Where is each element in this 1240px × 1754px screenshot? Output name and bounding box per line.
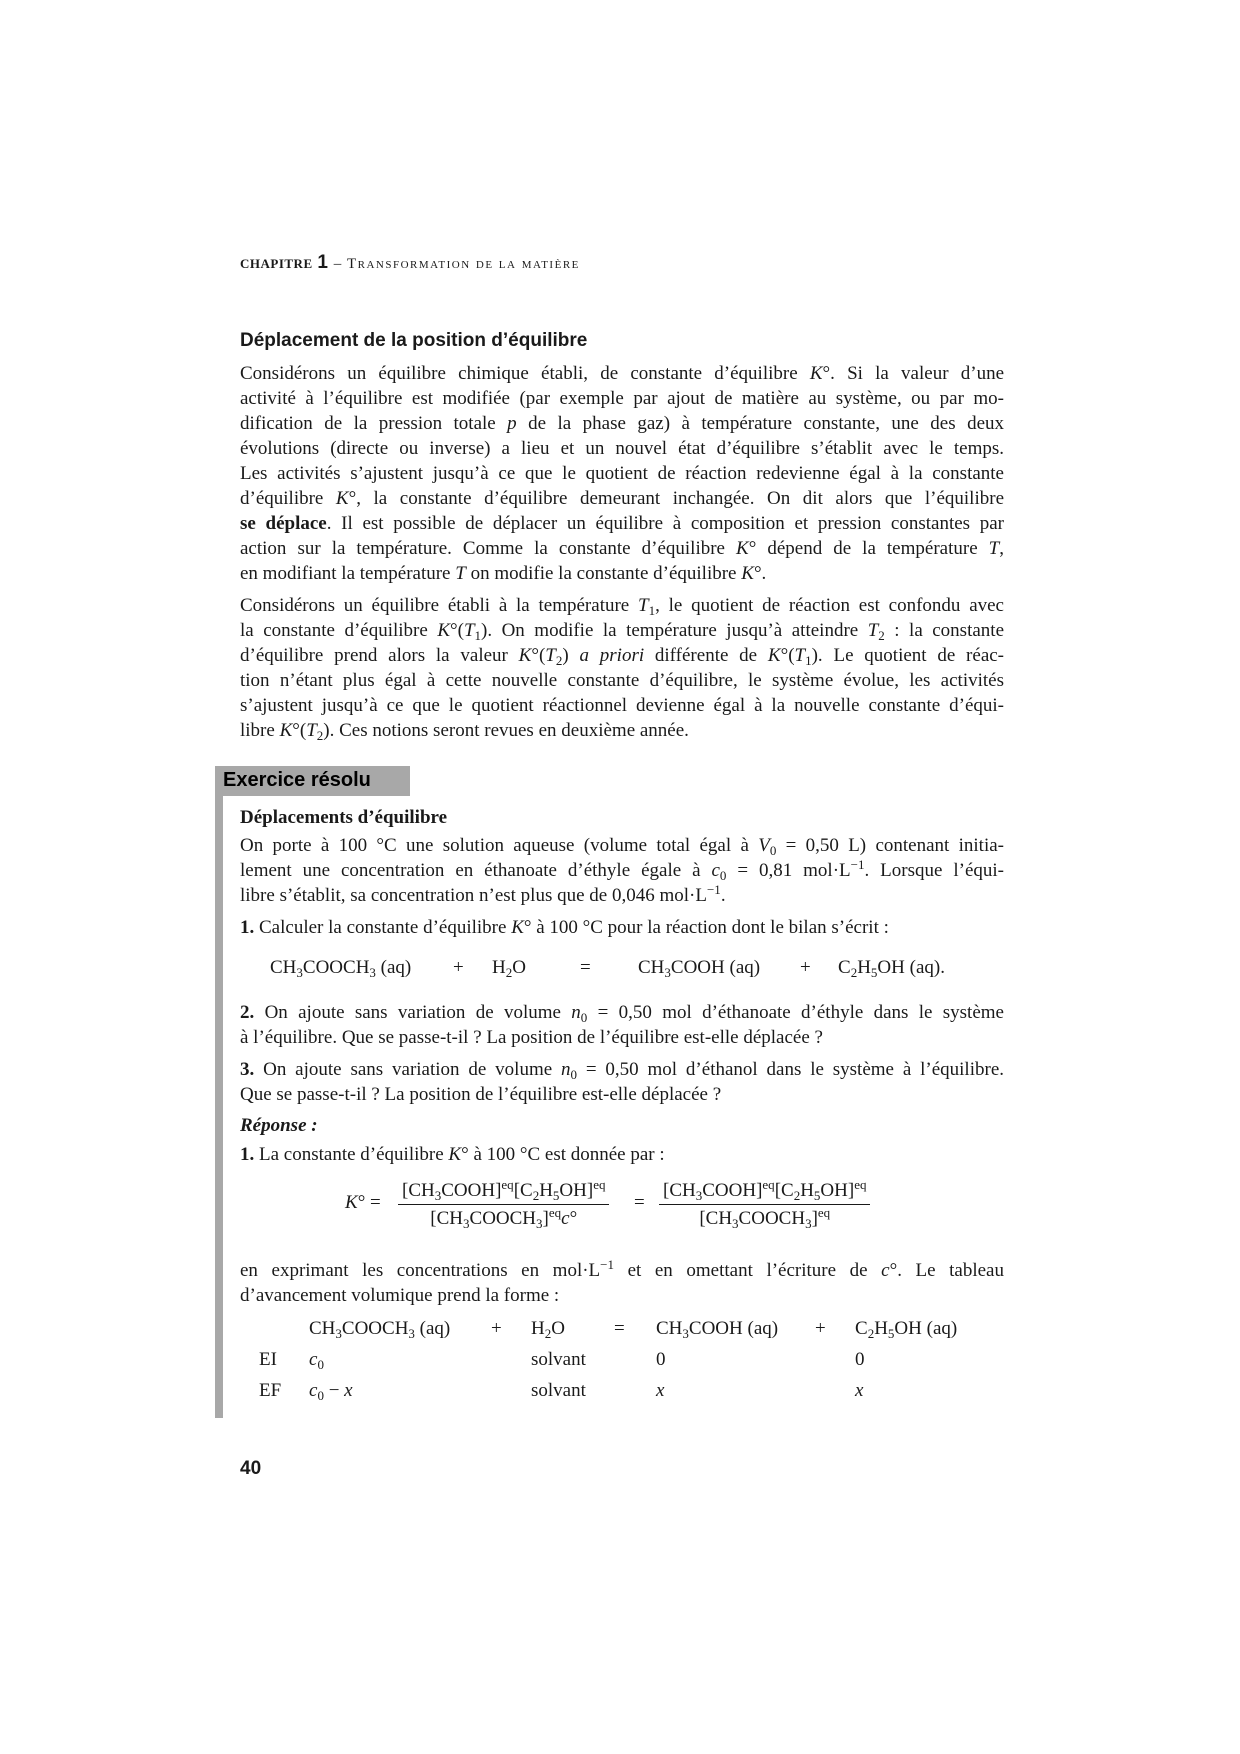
table-header-equals: =: [614, 1318, 625, 1339]
exercise-side-bar: [215, 796, 223, 1418]
question-1: 1. Calculer la constante d’équilibre K° à 100 °C pour la réaction dont le bilan s’écrit :: [240, 917, 889, 938]
para2-line: s’ajustent jusqu’à ce que le quotient réactionnel devienne égal à la nouvelle constante d’équi-: [240, 695, 1004, 716]
a1-line: d’avancement volumique prend la forme :: [240, 1285, 560, 1306]
para2-line: tion n’étant plus égal à cette nouvelle constante d’équilibre, le système évolue, les activités: [240, 670, 1004, 691]
formula-fraction-2: [659, 1177, 870, 1231]
table-header-plus-1: +: [491, 1318, 502, 1339]
table-cell-ef-1: $c_0 - x$: [309, 1380, 353, 1403]
para1-line: évolutions (directe ou inverse) a lieu et un nouvel état d’équilibre s’établit avec le temps.: [240, 438, 1004, 459]
table-header-species-3: $CH_3COOH$ (aq): [656, 1318, 779, 1341]
equation-plus-1: +: [453, 957, 464, 978]
q2-line: 2. On ajoute sans variation de volume $n_0 = 0,50$ mol d’éthanoate d’éthyle dans le système: [240, 1002, 1004, 1025]
table-cell-ei-4: 0: [855, 1349, 865, 1370]
table-cell-ef-3: x: [656, 1380, 665, 1401]
intro-line: lement une concentration en éthanoate d’éthyle égale à $c_0 = 0,81$ $mol\cdot L^{-1}$. Lorsque l’équi-: [240, 857, 1004, 883]
para2-line: d’équilibre prend alors la valeur $K^\circ(T_2)$ a priori différente de $K^\circ(T_1)$. Le quotient de réac-: [240, 645, 1005, 668]
chapter-title: Transformation de la matière: [346, 256, 580, 272]
equation-reactant-2: $H_2O$: [492, 957, 526, 980]
para1-line: d’équilibre K°, la constante d’équilibre demeurant inchangée. On dit alors que l’équilibre: [240, 488, 1005, 509]
a1-line: en exprimant les concentrations en $mol\cdot L^{-1}$ et en omettant l’écriture de c°. Le tableau: [240, 1257, 1004, 1281]
table-header-species-2: $H_2O$: [531, 1318, 565, 1341]
para2-line: Considérons un équilibre établi à la température $T_1$, le quotient de réaction est confondu avec: [240, 595, 1004, 618]
chapter-number: 1: [317, 252, 329, 273]
table-cell-ef-2: solvant: [531, 1380, 586, 1401]
answer-1-intro: 1. La constante d’équilibre K° à 100 °C est donnée par :: [240, 1144, 665, 1165]
para1-line: dification de la pression totale p de la phase gaz) à température constante, une des deux: [240, 413, 1004, 434]
para1-line: activité à l’équilibre est modifiée (par exemple par ajout de matière au système, ou par mo-: [240, 388, 1004, 409]
question-1-number: 1.: [240, 917, 255, 938]
running-header: [240, 252, 580, 274]
table-row-label-ei: EI: [259, 1349, 277, 1370]
paragraph-1: [240, 361, 1004, 586]
paragraph-2: [240, 593, 1004, 743]
page-number: 40: [240, 1458, 262, 1479]
intro-line: libre s’établit, sa concentration n’est plus que de 0,046 $mol\cdot L^{-1}$.: [240, 882, 726, 906]
para2-line: la constante d’équilibre $K^\circ(T_1)$. On modifie la température jusqu’à atteindre $T_2$ : la constante: [240, 620, 1005, 643]
table-cell-ei-3: 0: [656, 1349, 666, 1370]
table-header-species-1: $CH_3COOCH_3$ (aq): [309, 1318, 451, 1341]
intro-line: On porte à 100 °C une solution aqueuse (volume total égal à $V_0 = 0,50$ L) contenant initia-: [240, 835, 1004, 858]
table-row-label-ef: EF: [259, 1380, 282, 1401]
exercise-tab-label: Exercice résolu: [223, 769, 371, 791]
formula-fraction-1: [398, 1177, 609, 1231]
para1-line: en modifiant la température T on modifie la constante d’équilibre K°.: [240, 563, 767, 584]
exercise-intro: [240, 833, 1004, 908]
q3-line: 3. On ajoute sans variation de volume $n_0 = 0,50$ mol d’éthanol dans le système à l’équilibre.: [240, 1059, 1004, 1082]
table-header-plus-2: +: [815, 1318, 826, 1339]
equation-plus-2: +: [800, 957, 811, 978]
q2-line: à l’équilibre. Que se passe-t-il ? La position de l’équilibre est-elle déplacée ?: [240, 1027, 823, 1048]
fraction-1-denominator: $[CH_3COOCH_3]^{eq}c^\circ$: [430, 1205, 578, 1231]
para1-line: Considérons un équilibre chimique établi, de constante d’équilibre K°. Si la valeur d’une: [240, 363, 1004, 384]
formula-lhs: K° =: [345, 1192, 381, 1213]
answer-label: Réponse :: [240, 1115, 318, 1136]
table-cell-ei-2: solvant: [531, 1349, 586, 1370]
fraction-2-numerator: $[CH_3COOH]^{eq}[C_2H_5OH]^{eq}$: [659, 1180, 870, 1205]
fraction-1-numerator: $[CH_3COOH]^{eq}[C_2H_5OH]^{eq}$: [398, 1180, 609, 1205]
table-cell-ef-4: x: [855, 1380, 864, 1401]
section-title: Déplacement de la position d’équilibre: [240, 330, 588, 351]
exercise-title: Déplacements d’équilibre: [240, 807, 448, 828]
chapter-word: CHAPITRE: [240, 256, 313, 271]
fraction-2-denominator: $[CH_3COOCH_3]^{eq}$: [699, 1205, 831, 1231]
para1-line: action sur la température. Comme la constante d’équilibre K° dépend de la température T,: [240, 538, 1004, 559]
answer-1-number: 1.: [240, 1144, 255, 1165]
header-separator: –: [333, 256, 343, 272]
para2-line: libre $K^\circ(T_2)$. Ces notions seront revues en deuxième année.: [240, 720, 689, 743]
formula-equals: =: [634, 1192, 645, 1213]
equation-equals: =: [580, 957, 591, 978]
exercise-tab: [215, 766, 410, 796]
equation-product-1: $CH_3COOH$ (aq): [638, 957, 761, 980]
equation-product-2: $C_2H_5OH$ (aq).: [838, 957, 945, 980]
table-header-species-4: $C_2H_5OH$ (aq): [855, 1318, 958, 1341]
question-3: [240, 1057, 1004, 1107]
table-cell-ei-1: $c_0$: [309, 1349, 324, 1372]
equation-reactant-1: $CH_3COOCH_3$ (aq): [270, 957, 412, 980]
para1-line: Les activités s’ajustent jusqu’à ce que le quotient de réaction redevienne égal à la constante: [240, 463, 1004, 484]
answer-1-continuation: [240, 1258, 1004, 1308]
para1-line: se déplace. Il est possible de déplacer un équilibre à composition et pression constantes par: [240, 513, 1004, 534]
q3-line: Que se passe-t-il ? La position de l’équilibre est-elle déplacée ?: [240, 1084, 722, 1105]
question-2: [240, 1000, 1004, 1050]
